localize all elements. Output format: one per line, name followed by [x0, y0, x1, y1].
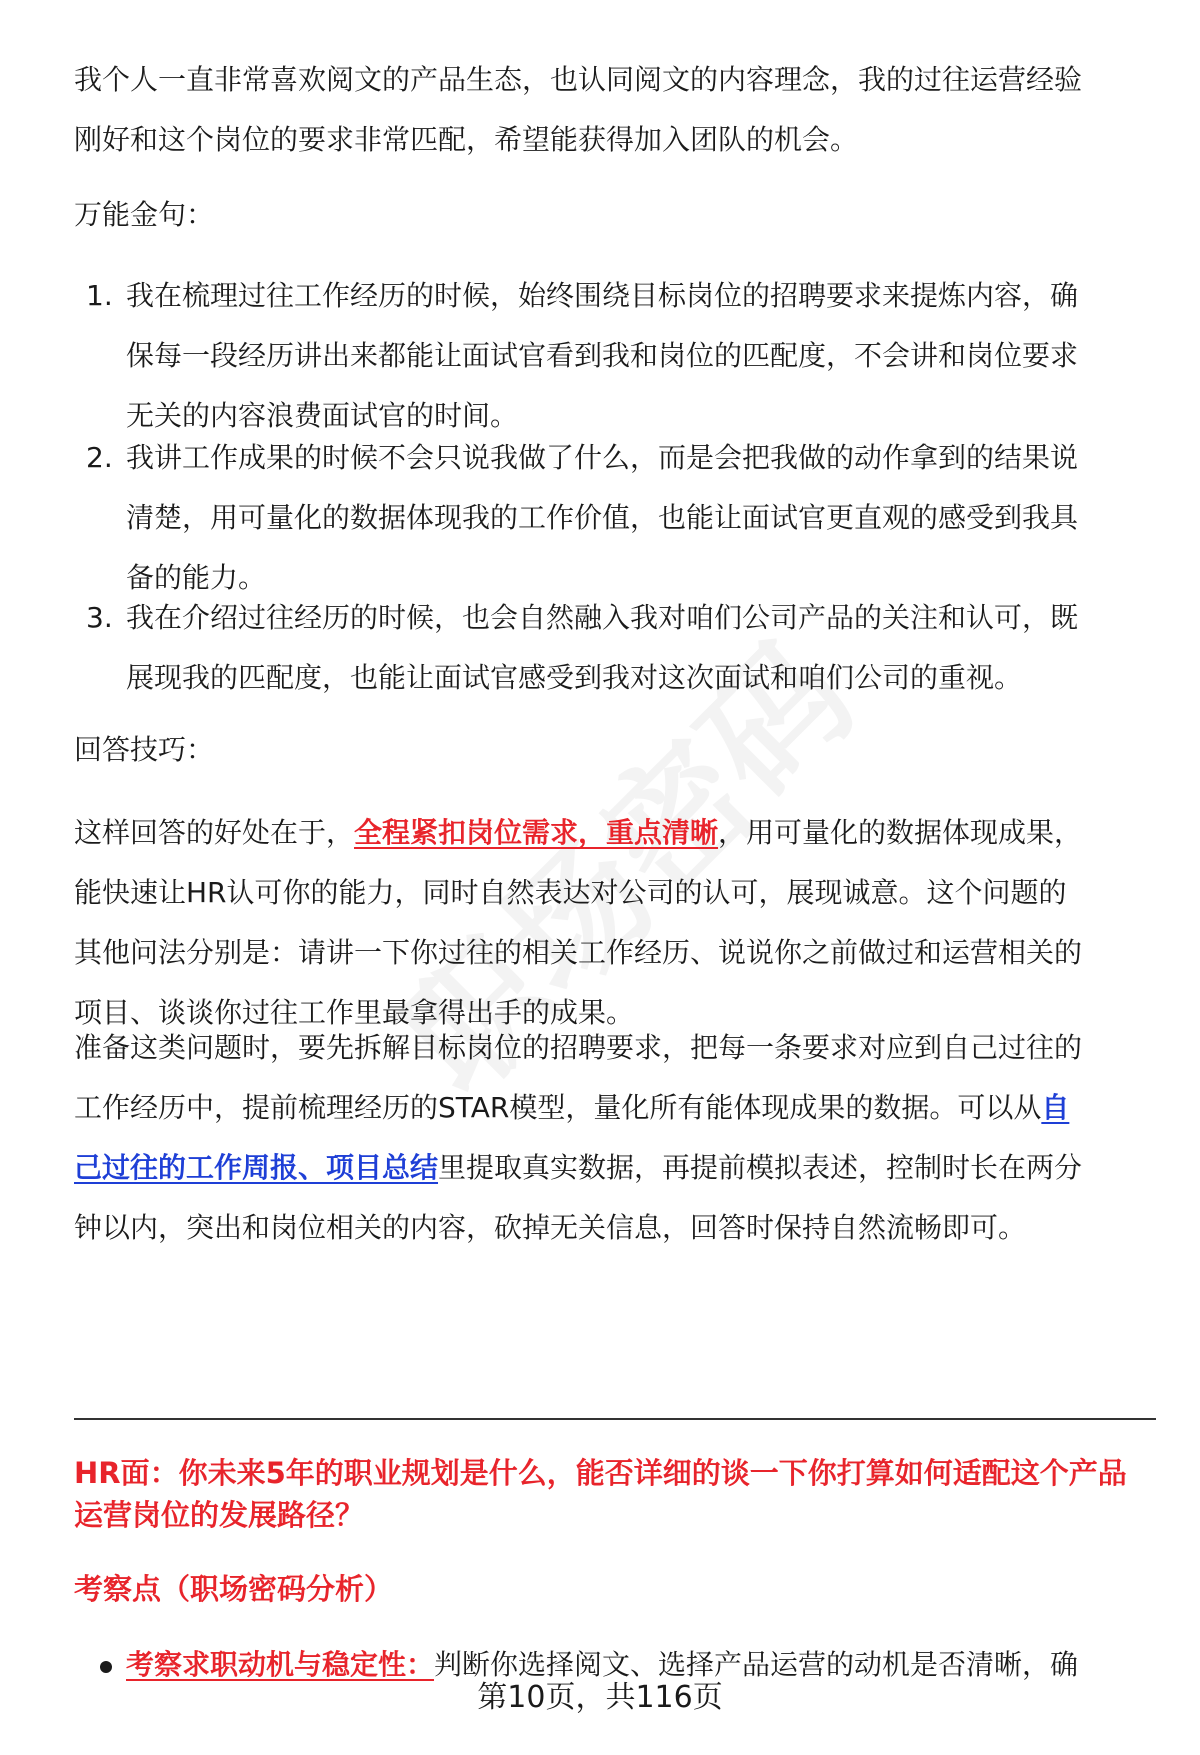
tips-p2-line-4: 钟以内，突出和岗位相关的内容，砍掉无关信息，回答时保持自然流畅即可。 [74, 1211, 1027, 1244]
text-run: 这样回答的好处在于， [74, 816, 355, 849]
golden-item-3 [74, 588, 1164, 708]
section-divider [74, 1418, 1156, 1420]
tips-p1-line-4: 项目、谈谈你过往工作里最拿得出手的成果。 [74, 996, 635, 1029]
list-number: 2. [86, 441, 113, 474]
tips-paragraph-2 [74, 1018, 1154, 1258]
tips-paragraph-1 [74, 803, 1154, 1043]
list-line: 我在介绍过往经历的时候，也会自然融入我对咱们公司产品的关注和认可，既 [126, 601, 1079, 634]
highlight-red: 全程紧扣岗位需求，重点清晰 [354, 816, 719, 849]
list-line: 无关的内容浪费面试官的时间。 [126, 399, 519, 432]
golden-heading: 万能金句： [74, 198, 215, 231]
tips-p2-line-2 [74, 1078, 1154, 1138]
intro-paragraph [74, 50, 1154, 170]
tips-p2-line-1: 准备这类问题时，要先拆解目标岗位的招聘要求，把每一条要求对应到自己过往的 [74, 1031, 1083, 1064]
bullet-dot-icon [100, 1661, 112, 1673]
text-run: 里提取真实数据，再提前模拟表述，控制时长在两分 [438, 1151, 1083, 1184]
list-line: 备的能力。 [126, 561, 267, 594]
text-run: 工作经历中，提前梳理经历的STAR模型，量化所有能体现成果的数据。可以从 [74, 1091, 1042, 1124]
intro-line-1: 我个人一直非常喜欢阅文的产品生态，也认同阅文的内容理念，我的过往运营经验 [74, 63, 1083, 96]
list-line: 展现我的匹配度，也能让面试官感受到我对这次面试和咱们公司的重视。 [126, 661, 1023, 694]
page-footer: 第10页，共116页 [477, 1680, 723, 1715]
hr-question-line-1: HR面：你未来5年的职业规划是什么，能否详细的谈一下你打算如何适配这个产品 [74, 1456, 1127, 1490]
list-item-text [126, 266, 1164, 446]
golden-item-2 [74, 428, 1164, 608]
list-number: 3. [86, 601, 113, 634]
highlight-blue: 自 [1041, 1091, 1070, 1124]
list-number: 1. [86, 279, 113, 312]
bullet-label: 考察求职动机与稳定性： [126, 1648, 435, 1681]
list-item-text [126, 588, 1164, 708]
golden-item-1 [74, 266, 1164, 446]
text-run: ，用可量化的数据体现成果， [718, 816, 1083, 849]
exam-heading: 考察点（职场密码分析） [74, 1572, 394, 1606]
tips-p1-line-3: 其他问法分别是：请讲一下你过往的相关工作经历、说说你之前做过和运营相关的 [74, 936, 1083, 969]
hr-question [74, 1452, 1164, 1536]
tips-p1-line-2: 能快速让HR认可你的能力，同时自然表达对公司的认可，展现诚意。这个问题的 [74, 876, 1067, 909]
tips-p1-line-1 [74, 803, 1154, 863]
tips-p2-line-3 [74, 1138, 1154, 1198]
highlight-blue: 己过往的工作周报、项目总结 [74, 1151, 439, 1184]
list-line: 我讲工作成果的时候不会只说我做了什么，而是会把我做的动作拿到的结果说 [126, 441, 1079, 474]
list-item-text [126, 428, 1164, 608]
tips-heading: 回答技巧： [74, 733, 215, 766]
text-run: 判断你选择阅文、选择产品运营的动机是否清晰，确 [434, 1648, 1079, 1681]
list-line: 清楚，用可量化的数据体现我的工作价值，也能让面试官更直观的感受到我具 [126, 501, 1079, 534]
intro-line-2: 刚好和这个岗位的要求非常匹配，希望能获得加入团队的机会。 [74, 123, 859, 156]
hr-question-line-2: 运营岗位的发展路径？ [74, 1498, 365, 1532]
list-line: 我在梳理过往工作经历的时候，始终围绕目标岗位的招聘要求来提炼内容，确 [126, 279, 1079, 312]
list-line: 保每一段经历讲出来都能让面试官看到我和岗位的匹配度，不会讲和岗位要求 [126, 339, 1079, 372]
